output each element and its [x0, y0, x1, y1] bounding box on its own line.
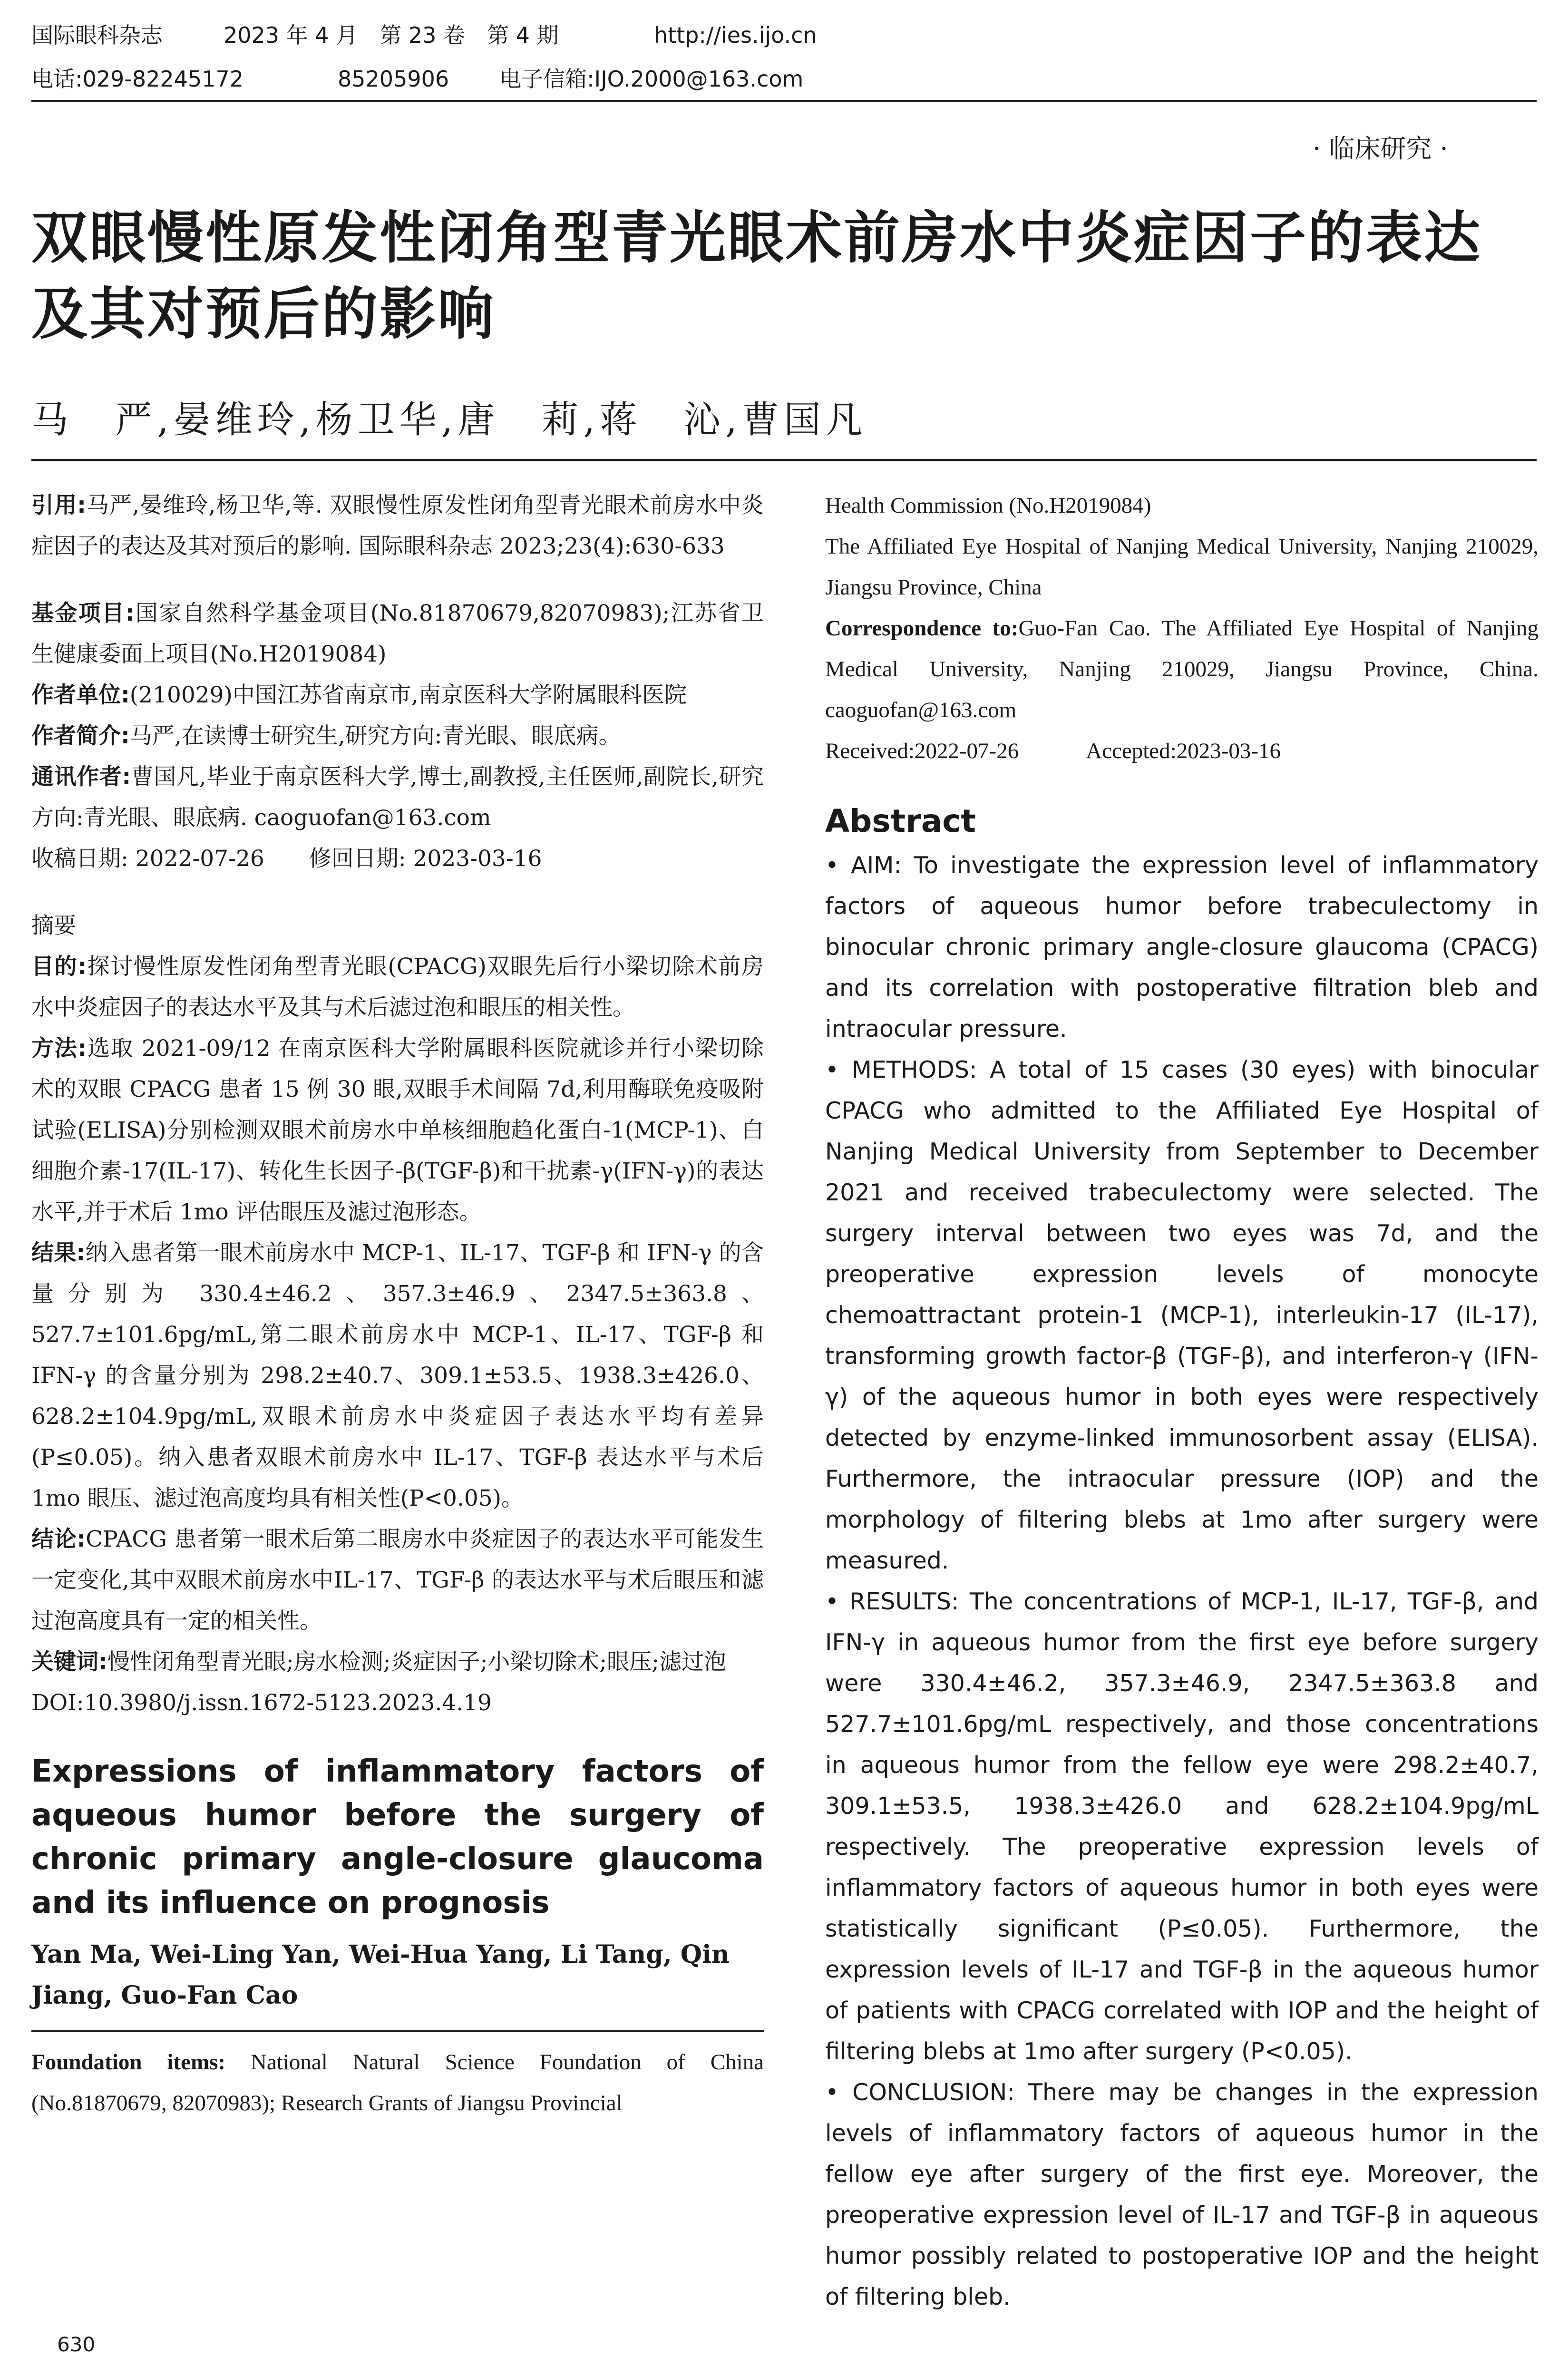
unit-label: 作者单位: — [31, 682, 130, 708]
corresponding-author: 通讯作者:曹国凡,毕业于南京医科大学,博士,副教授,主任医师,副院长,研究方向:青光眼、眼底病. caoguofan@163.com — [31, 764, 764, 831]
keywords-cn: 关键词:慢性闭角型青光眼;房水检测;炎症因子;小梁切除术;眼压;滤过泡 — [31, 1649, 726, 1675]
aim-cn: 目的:探讨慢性原发性闭角型青光眼(CPACG)双眼先后行小梁切除术前房水中炎症因子的表达水平及其与术后滤过泡和眼压的相关性。 — [31, 954, 764, 1021]
authors-cn: 马 严,晏维玲,杨卫华,唐 莉,蒋 沁,曹国凡 — [31, 399, 867, 441]
conclusion-en: • CONCLUSION: There may be changes in the expression levels of inflammatory factors of aqueous humor in the fellow eye after surgery of the first eye. Moreover, the preoperative expression level of IL-17 and TGF-β in aqueous humor possibly related to postoperative IOP and the height of filtering bleb. — [825, 2079, 1539, 2310]
fund-label: 基金项目: — [31, 600, 135, 626]
abstract-heading-cn: 摘要 — [31, 913, 76, 939]
fund-info: 基金项目:国家自然科学基金项目(No.81870679,82070983);江苏省卫生健康委面上项目(No.H2019084) — [31, 600, 764, 667]
journal-url[interactable]: http://ies.ijo.cn — [654, 22, 817, 48]
phone: 电话:029-82245172 — [31, 66, 244, 92]
section-label: · 临床研究 · — [1313, 134, 1448, 164]
citation: 引用:马严,晏维玲,杨卫华,等. 双眼慢性原发性闭角型青光眼术前房水中炎症因子的表达及其对预后的影响. 国际眼科杂志 2023;23(4):630-633 — [31, 492, 764, 559]
dates-en: Received:2022-07-26 Accepted:2023-03-16 — [825, 739, 1281, 763]
author-bio: 作者简介:马严,在读博士研究生,研究方向:青光眼、眼底病。 — [31, 723, 621, 749]
corr-label: 通讯作者: — [31, 764, 131, 790]
results-en: • RESULTS: The concentrations of MCP-1, IL-17, TGF-β, and IFN-γ in aqueous humor from the first eye before surgery were 330.4±46.2, 357.3±46.9, 2347.5±363.8 and 527.7±101.6pg/mL respectively, and those concentrations in aqueous humor from the fellow eye were 298.2±40.7, 309.1±53.5, 1938.3±426.0 and 628.2±104.9pg/mL respectively. The preoperative expression levels of inflammatory factors of aqueous humor in both eyes were statistically significant (P≤0.05). Furthermore, the expression levels of IL-17 and TGF-β in the aqueous humor of patients with CPACG correlated with IOP and the height of filtering blebs at 1mo after surgery (P<0.05). — [825, 1588, 1539, 2065]
english-authors: Yan Ma, Wei-Ling Yan, Wei-Hua Yang, Li Tang, Qin Jiang, Guo-Fan Cao — [31, 1940, 730, 2010]
method-cn: 方法:选取 2021-09/12 在南京医科大学附属眼科医院就诊并行小梁切除术的双眼 CPACG 患者 15 例 30 眼,双眼手术间隔 7d,利用酶联免疫吸附试验(ELISA)分别检测双眼术前房水中单核细胞趋化蛋白-1(MCP-1)、白细胞介素-17(IL-17)、转化生长因子-β(TGF-β)和干扰素-γ(IFN-γ)的表达水平,并于术后 1mo 评估眼压及滤过泡形态。 — [31, 1035, 764, 1225]
bio-label: 作者简介: — [31, 723, 130, 749]
citation-label: 引用: — [31, 492, 86, 518]
methods-en: • METHODS: A total of 15 cases (30 eyes) with binocular CPACG who admitted to the Affiliated Eye Hospital of Nanjing Medical University from September to December 2021 and received trabeculectomy were selected. The surgery interval between two eyes was 7d, and the preoperative expression levels of monocyte chemoattractant protein-1 (MCP-1), interleukin-17 (IL-17), transforming growth factor-β (TGF-β), and interferon-γ (IFN-γ) of the aqueous humor in both eyes were respectively detected by enzyme-linked immunosorbent assay (ELISA). Furthermore, the intraocular pressure (IOP) and the morphology of filtering blebs at 1mo after surgery were measured. — [825, 1056, 1539, 1574]
english-title: Expressions of inflammatory factors of aqueous humor before the surgery of chronic primary angle-closure glaucoma and its influence on prognosis — [31, 1754, 764, 1920]
issue-info: 2023 年 4 月 第 23 卷 第 4 期 — [224, 22, 559, 48]
right-column — [825, 485, 1539, 2318]
conclusion-cn: 结论:CPACG 患者第一眼术后第二眼房水中炎症因子的表达水平可能发生一定变化,其中双眼术前房水中IL-17、TGF-β 的表达水平与术后眼压和滤过泡高度具有一定的相关性。 — [31, 1526, 764, 1634]
affiliation-en: The Affiliated Eye Hospital of Nanjing Medical University, Nanjing 210029, Jiangsu Province, China — [825, 534, 1539, 600]
phone-2: 85205906 — [338, 66, 449, 92]
dates-cn: 收稿日期: 2022-07-26 修回日期: 2023-03-16 — [31, 846, 542, 872]
header-rule — [31, 100, 1537, 102]
foundation-items: Foundation items: National Natural Science Foundation of China (No.81870679, 82070983); Research Grants of Jiangsu Provincial — [31, 2050, 764, 2115]
correspondence-en: Correspondence to:Guo-Fan Cao. The Affiliated Eye Hospital of Nanjing Medical University, Nanjing 210029, Jiangsu Province, China. caoguofan@163.com — [825, 616, 1539, 722]
authors-rule — [31, 459, 1537, 461]
abstract-heading-en: Abstract — [825, 803, 976, 839]
left-column — [31, 485, 764, 2124]
doi[interactable]: DOI:10.3980/j.issn.1672-5123.2023.4.19 — [31, 1690, 492, 1716]
author-unit: 作者单位:(210029)中国江苏省南京市,南京医科大学附属眼科医院 — [31, 682, 687, 708]
aim-en: • AIM: To investigate the expression level of inflammatory factors of aqueous humor before trabeculectomy in binocular chronic primary angle-closure glaucoma (CPACG) and its correlation with postoperative filtration bleb and intraocular pressure. — [825, 852, 1539, 1042]
email[interactable]: 电子信箱:IJO.2000@163.com — [499, 66, 804, 92]
page-number: 630 — [57, 2333, 96, 2356]
article-title: 双眼慢性原发性闭角型青光眼术前房水中炎症因子的表达及其对预后的影响 — [31, 205, 1482, 347]
funding-continued: Health Commission (No.H2019084) — [825, 493, 1151, 518]
result-cn: 结果:纳入患者第一眼术前房水中 MCP-1、IL-17、TGF-β 和 IFN-γ 的含量分别为 330.4±46.2、357.3±46.9、2347.5±363.8、527.7±101.6pg/mL,第二眼术前房水中 MCP-1、IL-17、TGF-β 和 IFN-γ 的含量分别为 298.2±40.7、309.1±53.5、1938.3±426.0、628.2±104.9pg/mL,双眼术前房水中炎症因子表达水平均有差异(P≤0.05)。纳入患者双眼术前房水中 IL-17、TGF-β 表达水平与术后 1mo 眼压、滤过泡高度均具有相关性(P<0.05)。 — [31, 1240, 764, 1511]
journal-name: 国际眼科杂志 — [31, 22, 163, 48]
